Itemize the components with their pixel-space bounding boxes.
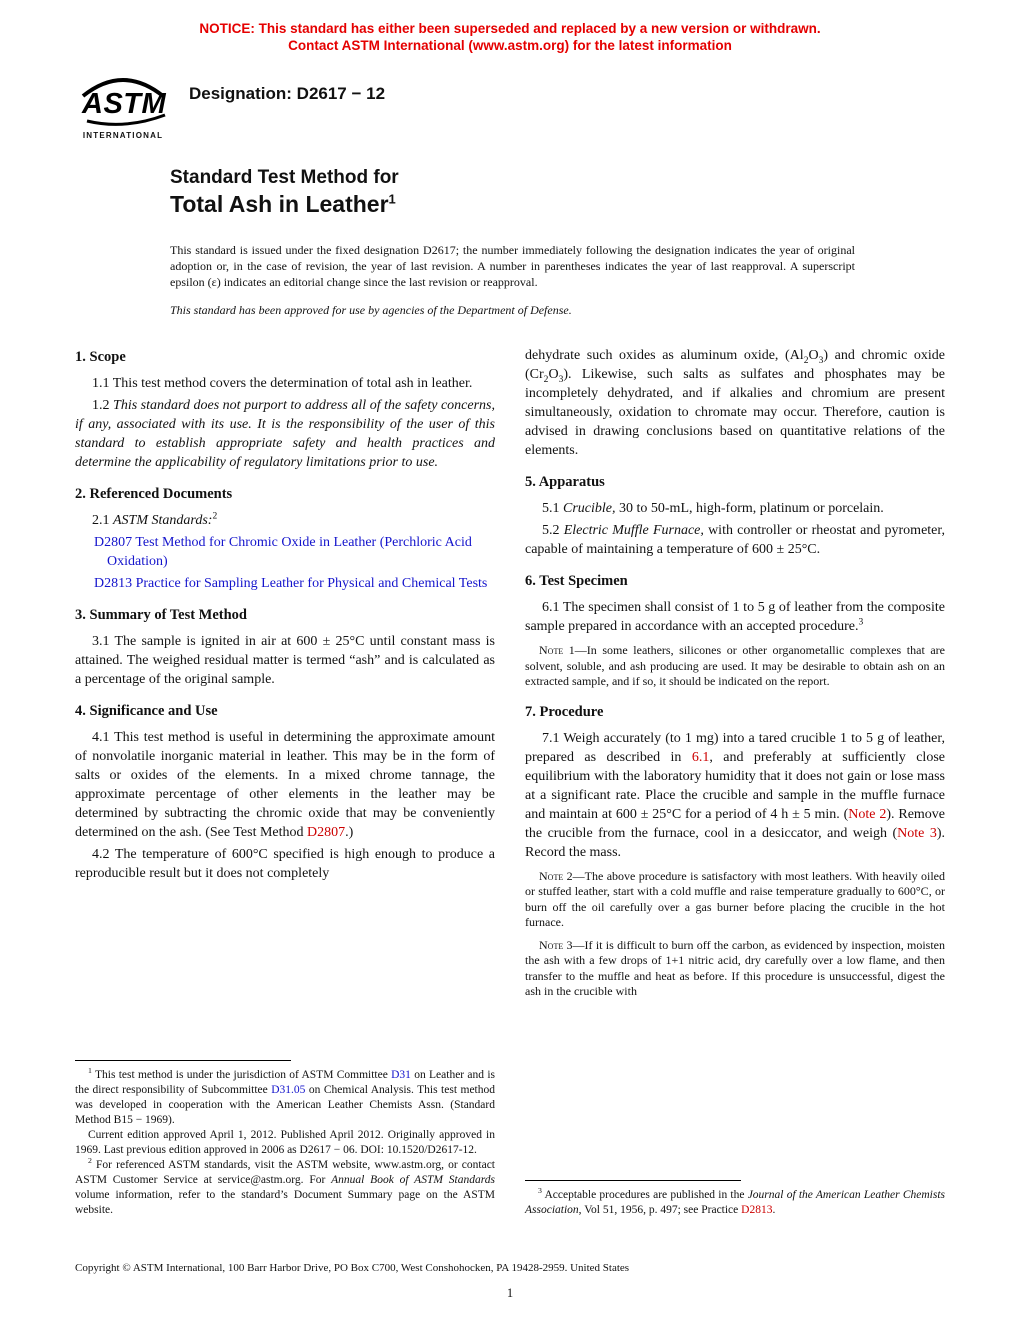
text-segment: In some leathers, silicones or other organometallic complexes that are solvent, soluble, and ash producing are used. It may be desirable to obtain ash on an extracted sample, and if so, it should be indicated on the report. xyxy=(525,643,945,688)
text-segment: If it is difficult to burn off the carbon, as evidenced by inspection, moisten the ash with a few drops of 1+1 nitric acid, dry carefully over a low flame, and then transfer to the muffle and heat as before. If this procedure is unsuccessful, digest the ash in the crucible with xyxy=(525,937,945,998)
para-7-1 xyxy=(525,729,945,862)
footnote-1 xyxy=(75,1068,495,1128)
text-segment: 6. Test Specimen xyxy=(525,573,628,589)
text-segment: 1.1 This test method covers the determination of total ash in leather. xyxy=(92,376,473,391)
notice-line-1: NOTICE: This standard has either been superseded and replaced by a new version or withdrawn. xyxy=(199,21,821,36)
section-1-scope-heading xyxy=(75,348,495,367)
supersession-notice xyxy=(75,20,945,54)
right-column xyxy=(525,346,945,1218)
notice-line-2: Contact ASTM International (www.astm.org) for the latest information xyxy=(288,38,732,53)
text-segment: 2. Referenced Documents xyxy=(75,486,233,502)
text-segment: Electric Muffle Furnace, xyxy=(563,523,704,538)
text-segment: 3 xyxy=(558,374,564,385)
preamble xyxy=(170,242,855,318)
issuance-paragraph: This standard is issued under the fixed designation D2617; the number immediately following the designation indicates the year of original adoption or, in the case of revision, the year of last revision. A number in parentheses indicates the year of last reapproval. A superscript epsilon (ε) indicates an editorial change since the last revision or reapproval. xyxy=(170,243,855,289)
note-2 xyxy=(525,869,945,931)
text-segment: This test method is under the jurisdiction of ASTM Committee xyxy=(91,1069,392,1081)
para-6-1 xyxy=(525,598,945,636)
text-segment: 4.2 The temperature of 600°C specified is high enough to produce a reproducible result but it does not completely xyxy=(75,847,495,881)
left-footnote-block xyxy=(75,1050,495,1218)
text-segment: 1. Scope xyxy=(75,349,126,365)
reference-d2813 xyxy=(75,574,495,593)
text-segment: Note 3— xyxy=(539,937,585,952)
para-3-1 xyxy=(75,632,495,689)
text-segment: ). Likewise, such salts as sulfates and phosphates may be incompletely dehydrated, and if alkalies and chromium are present simultaneously, oxidation to chromate may occur. Therefore, caution is advised in drawing conclusions based on quantitative relations of the elements. xyxy=(525,367,945,458)
text-segment: For referenced ASTM standards, visit the ASTM website, www.astm.org, or contact ASTM Customer Service at service@astm.org. For xyxy=(75,1159,495,1186)
doc-link[interactable]: Note 3 xyxy=(897,825,937,841)
text-segment: with controller or rheostat and pyrometer, capable of maintaining a temperature of 600 ± 25°C. xyxy=(525,523,945,557)
footnote-divider xyxy=(75,1060,291,1061)
doc-link[interactable]: Note 2 xyxy=(848,806,887,822)
text-segment: . xyxy=(772,1204,776,1216)
text-segment: This standard does not purport to address all of the safety concerns, if any, associated with its use. It is the responsibility of the user of this standard to establish appropriate safety and health practices and determine the applicability of regulatory limitations prior to use. xyxy=(75,398,495,470)
doc-link[interactable]: D31 xyxy=(391,1069,411,1081)
para-5-2 xyxy=(525,521,945,559)
doc-link[interactable]: D2813 Practice for Sampling Leather for Physical and Chemical Tests xyxy=(94,576,488,591)
section-5-apparatus-heading xyxy=(525,473,945,492)
text-segment: 2 xyxy=(212,511,218,522)
doc-link[interactable]: D2807 Test Method for Chromic Oxide in Leather (Perchloric Acid Oxidation) xyxy=(94,535,472,569)
page-footer xyxy=(75,1262,945,1301)
designation-text: Designation: D2617 − 12 xyxy=(189,84,386,103)
title-text: Total Ash in Leather xyxy=(170,191,389,217)
text-segment: 4.1 This test method is useful in determining the approximate amount of nonvolatile inorganic material in leather. This may be in the form of salts or oxides of the elements. In a mixed chrome tannage, the approximate percentage of other elements in the leather may be determined by subtracting the chromic oxide that may be conveniently determined on the ash. (See Test Method xyxy=(75,730,495,840)
right-footnote-block xyxy=(525,1170,945,1218)
right-footnotes xyxy=(525,1188,945,1218)
section-2-referenced-documents-heading xyxy=(75,485,495,504)
text-segment: Current edition approved April 1, 2012. Published April 2012. Originally approved in 1969. Last previous edition approved in 2006 as D2617 − 06. DOI: 10.1520/D2617-12. xyxy=(75,1129,495,1156)
text-segment: 3. Summary of Test Method xyxy=(75,607,247,623)
para-4-2 xyxy=(75,845,495,883)
note-3 xyxy=(525,938,945,1000)
astm-logo-subtext: INTERNATIONAL xyxy=(82,131,164,140)
section-7-procedure-heading xyxy=(525,703,945,722)
title-line-1: Standard Test Method for xyxy=(170,167,399,188)
text-segment: 3.1 The sample is ignited in air at 600 ± 25°C until constant mass is attained. The weighed residual matter is termed “ash” and is calculated as a percentage of the original sample. xyxy=(75,634,495,687)
text-segment: dehydrate such oxides as aluminum oxide, (Al xyxy=(525,348,804,363)
title-footnote-ref[interactable]: 1 xyxy=(388,191,396,207)
doc-link[interactable]: D31.05 xyxy=(271,1084,306,1096)
text-segment: 4. Significance and Use xyxy=(75,703,218,719)
section-3-summary-heading xyxy=(75,606,495,625)
text-segment: O xyxy=(808,348,819,363)
text-segment: Annual Book of ASTM Standards xyxy=(331,1174,495,1186)
doc-link[interactable]: 6.1 xyxy=(691,749,710,765)
text-segment: on Leather and is the direct responsibility of Subcommittee xyxy=(75,1069,495,1096)
text-segment: on Chemical Analysis. This test method was developed in cooperation with the American Leather Chemists Assn. (Standard Method B15 − 1969). xyxy=(75,1084,495,1126)
text-segment: 2 xyxy=(543,374,549,385)
text-segment: 7.1 Weigh accurately (to 1 mg) into a tared crucible 1 to 5 g of leather, prepared as described in xyxy=(525,730,945,765)
text-segment: Note 1— xyxy=(539,643,587,657)
left-column-content xyxy=(75,346,495,886)
text-segment: 3 xyxy=(818,355,824,366)
text-segment: 5. Apparatus xyxy=(525,474,605,490)
text-segment: 3 xyxy=(538,1186,542,1196)
doc-link[interactable]: D2813 xyxy=(741,1204,773,1216)
text-segment: ). Remove the crucible from the furnace, cool in a desiccator, and weigh ( xyxy=(525,806,946,841)
text-segment: O xyxy=(548,367,559,382)
text-segment: , Vol 51, 1956, p. 497; see Practice xyxy=(578,1204,742,1216)
left-column xyxy=(75,346,495,1218)
text-segment: ) and chromic oxide (Cr xyxy=(525,348,945,382)
text-segment: 6.1 The specimen shall consist of 1 to 5 g of leather from the composite sample prepared in accordance with an accepted procedure. xyxy=(525,600,945,634)
document-header xyxy=(75,70,945,140)
title-line-2 xyxy=(170,190,945,218)
text-segment: 5.1 xyxy=(542,501,563,516)
doc-link[interactable]: D2807 xyxy=(307,825,346,840)
right-column-content xyxy=(525,346,945,1005)
footnote-1-edition xyxy=(75,1128,495,1158)
text-segment: 1 xyxy=(88,1066,92,1076)
text-segment: 1.2 xyxy=(92,398,114,413)
section-4-significance-heading xyxy=(75,702,495,721)
note-1 xyxy=(525,643,945,690)
text-segment: Journal of the American Leather Chemists Association xyxy=(525,1189,945,1216)
text-segment: Acceptable procedures are published in the xyxy=(541,1189,748,1201)
text-segment: 2 xyxy=(803,355,809,366)
two-column-body xyxy=(75,346,945,1218)
text-segment: 2 xyxy=(88,1156,92,1166)
text-segment: ASTM Standards: xyxy=(113,513,213,528)
para-5-1 xyxy=(525,499,945,518)
dod-approval-line: This standard has been approved for use by agencies of the Department of Defense. xyxy=(170,303,572,317)
text-segment: 2.1 xyxy=(92,513,113,528)
footnote-divider xyxy=(525,1180,741,1181)
text-segment: , and preferably at sufficiently close equilibrium with the laboratory humidity that it does not gain or lose mass at a significant rate. Place the crucible and sample in the muffle furnace and maintain at 600 ± 25°C for a period of 4 h ± 5 min. ( xyxy=(525,749,945,822)
para-1-1 xyxy=(75,374,495,393)
text-segment: 30 to 50-mL, high-form, platinum or porcelain. xyxy=(615,501,884,516)
text-segment: 3 xyxy=(858,617,864,628)
document-title xyxy=(170,166,945,218)
copyright-line: Copyright © ASTM International, 100 Barr Harbor Drive, PO Box C700, West Conshohocken, PA 19428-2959. United States xyxy=(75,1262,630,1274)
text-segment: .) xyxy=(345,825,354,840)
footnote-2 xyxy=(75,1158,495,1218)
para-4-2-continuation xyxy=(525,346,945,460)
page-number: 1 xyxy=(506,1286,514,1300)
text-segment: Crucible, xyxy=(563,501,616,516)
text-segment: 5.2 xyxy=(542,523,564,538)
para-1-2 xyxy=(75,396,495,472)
text-segment: ). Record the mass. xyxy=(525,825,945,860)
footnote-3 xyxy=(525,1188,945,1218)
para-2-1 xyxy=(75,511,495,530)
reference-d2807 xyxy=(75,533,495,571)
section-6-test-specimen-heading xyxy=(525,572,945,591)
astm-logo-icon xyxy=(75,70,171,128)
svg-text:ASTM: ASTM xyxy=(82,88,167,120)
para-4-1 xyxy=(75,728,495,842)
astm-logo xyxy=(75,70,171,140)
text-segment: The above procedure is satisfactory with most leathers. With heavily oiled or stuffed leather, start with a cold muffle and raise temperature gradually to 600°C, or burn off the oil carefully over a gas burner before placing the crucible in the hot furnace. xyxy=(525,868,945,929)
left-footnotes xyxy=(75,1068,495,1218)
text-segment: volume information, refer to the standard’s Document Summary page on the ASTM website. xyxy=(75,1189,495,1216)
text-segment: Note 2— xyxy=(539,868,585,883)
text-segment: 7. Procedure xyxy=(525,703,604,720)
